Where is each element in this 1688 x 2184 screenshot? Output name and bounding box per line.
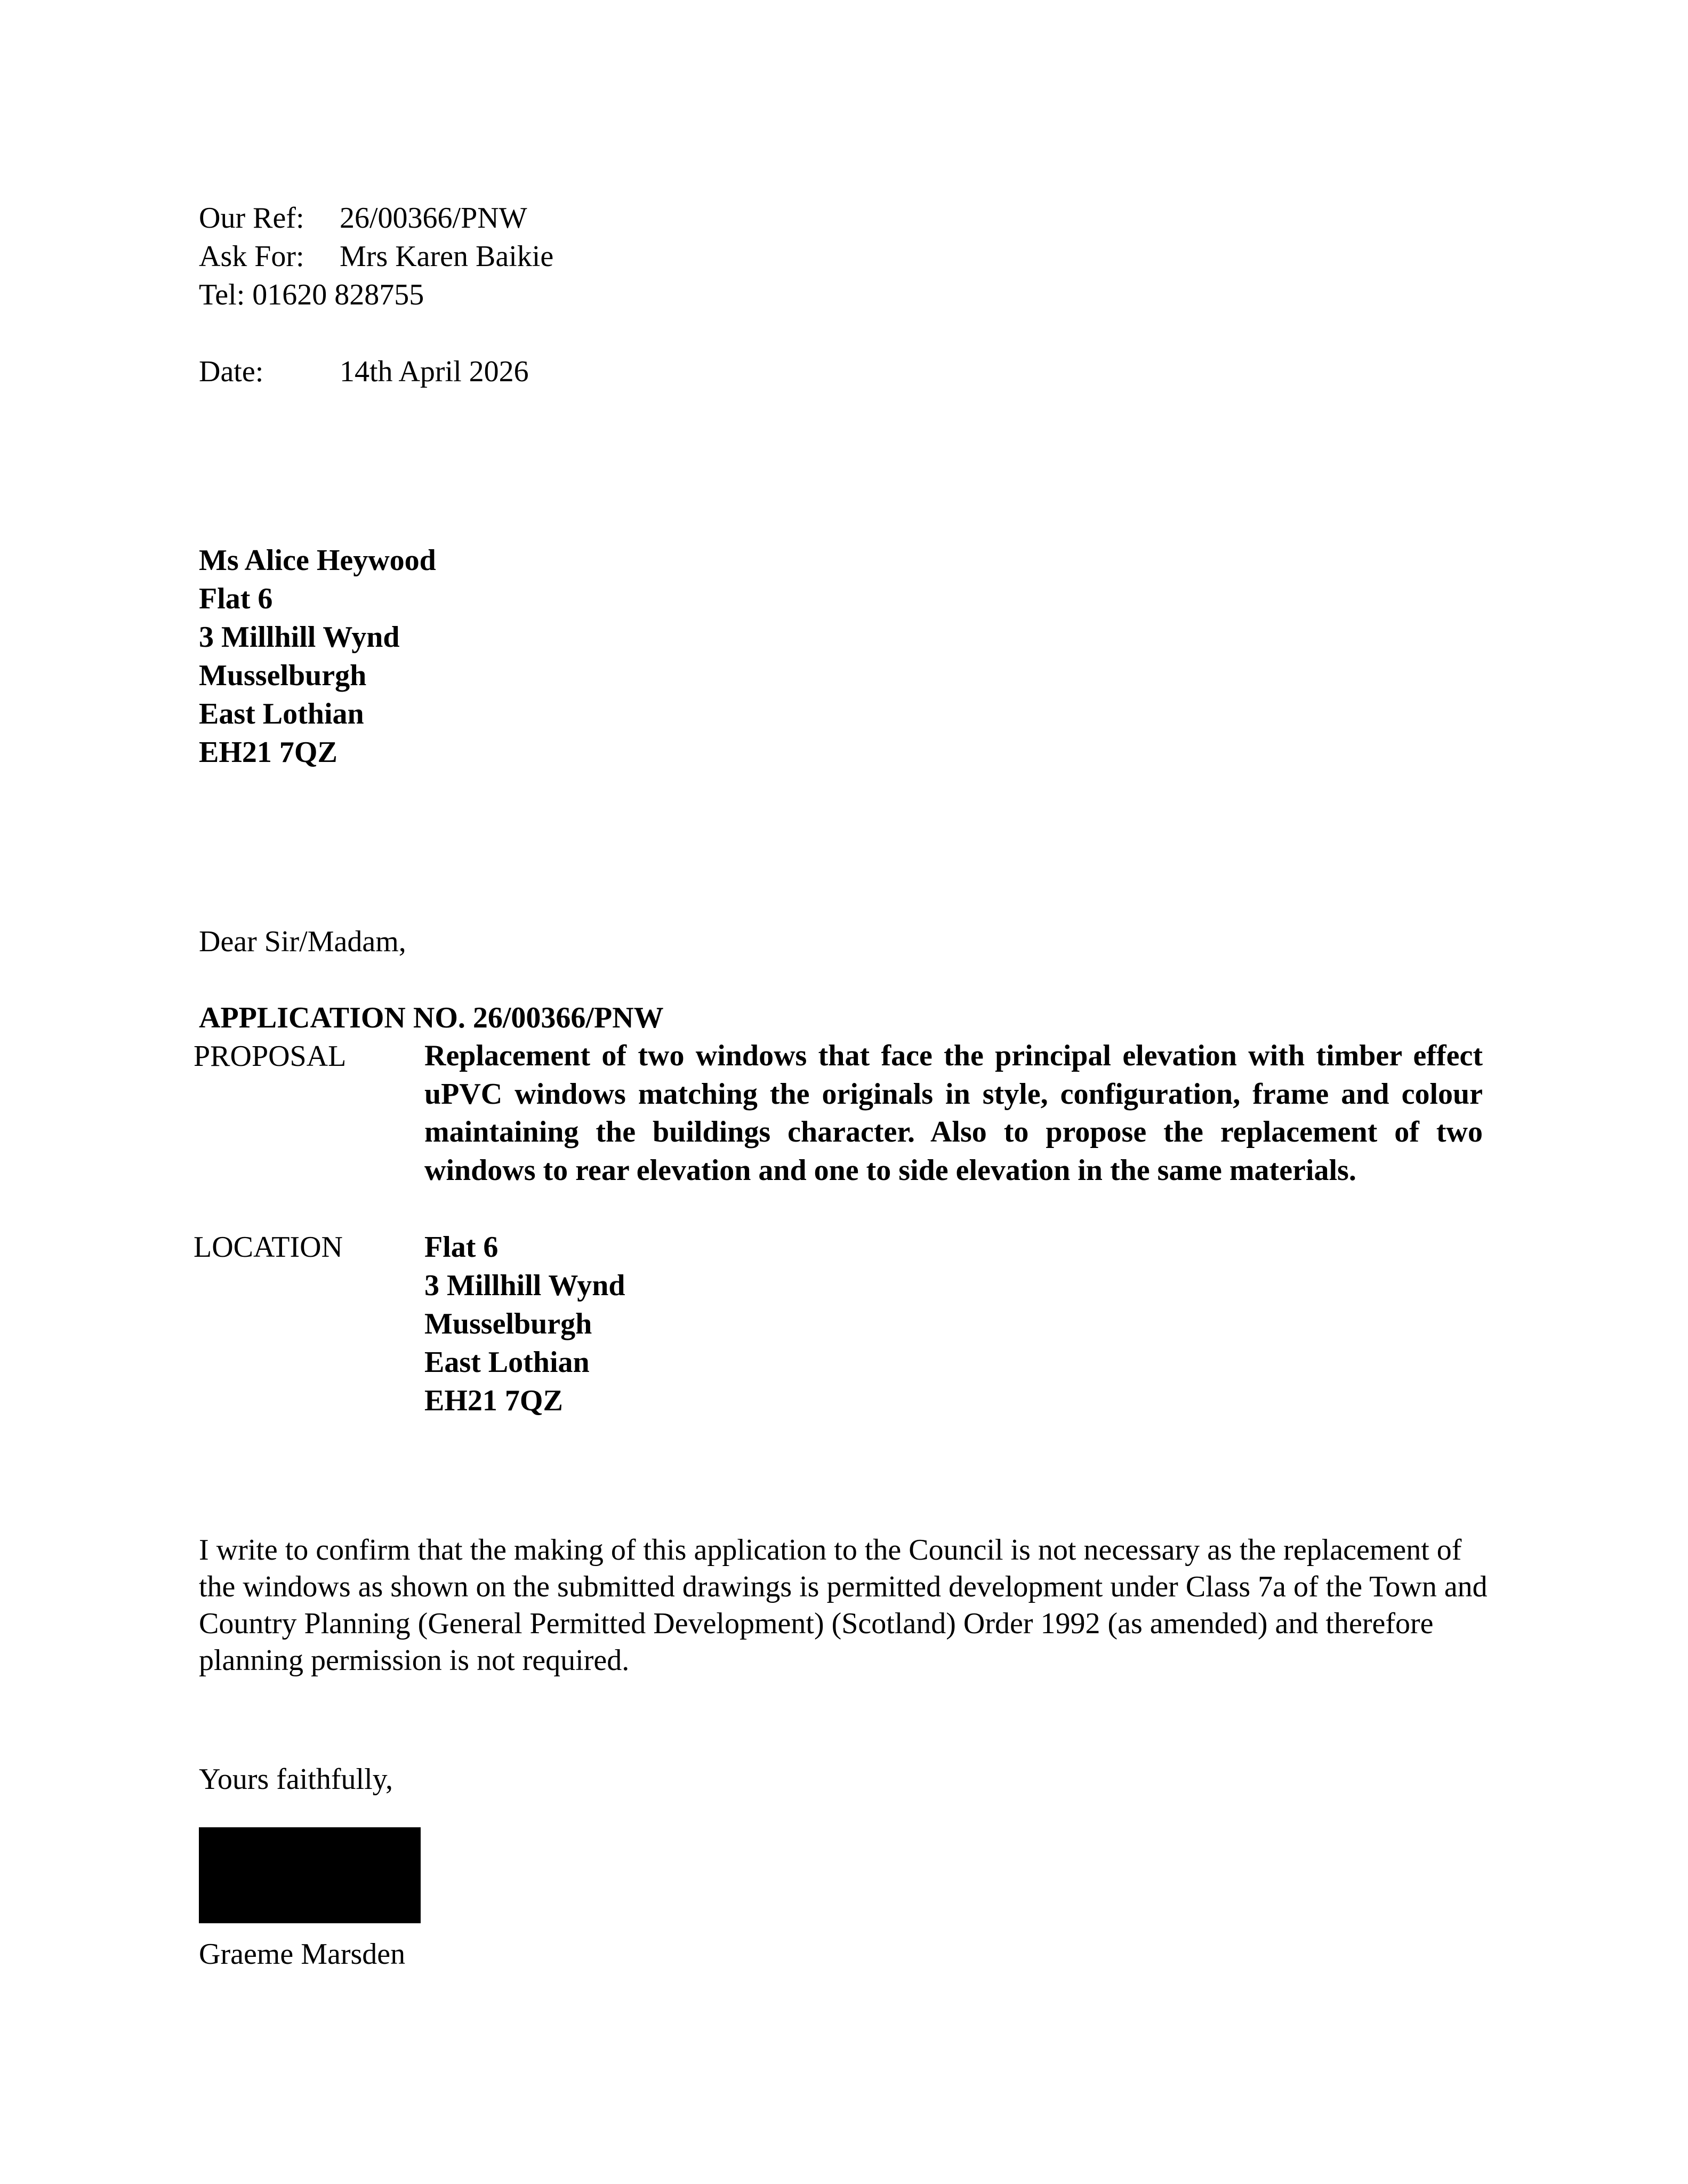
recipient-address-line: 3 Millhill Wynd (199, 621, 400, 654)
proposal-text: Replacement of two windows that face the principal elevation with timber effect uPVC windows matching the originals in style, configuration, frame and colour maintaining the buildings character. Also to propose the replacement of two windows to rear elevation and one to side elevation in the same materials. (424, 1039, 1483, 1187)
recipient-postcode: EH21 7QZ (199, 736, 337, 769)
closing: Yours faithfully, (199, 1763, 393, 1796)
date-label: Date: (199, 355, 264, 388)
ask-for-value: Mrs Karen Baikie (340, 240, 554, 273)
location-address-line: Flat 6 (424, 1231, 499, 1264)
date-row (199, 352, 945, 391)
our-ref-row (199, 199, 945, 237)
location-label: LOCATION (194, 1231, 343, 1264)
location-address-line: Musselburgh (424, 1307, 592, 1340)
salutation: Dear Sir/Madam, (199, 925, 406, 958)
signatory-name: Graeme Marsden (199, 1938, 406, 1971)
ask-for-label: Ask For: (199, 240, 304, 273)
recipient-address-line: Musselburgh (199, 659, 367, 692)
our-ref-label: Our Ref: (199, 202, 304, 235)
proposal-label: PROPOSAL (194, 1040, 347, 1073)
recipient-address-line: Flat 6 (199, 582, 273, 615)
location-address (424, 1228, 625, 1420)
telephone: Tel: 01620 828755 (199, 278, 424, 311)
recipient-address-line: East Lothian (199, 697, 364, 730)
reference-block (199, 199, 945, 391)
ask-for-row (199, 237, 945, 276)
recipient-name: Ms Alice Heywood (199, 544, 436, 577)
location-address-line: East Lothian (424, 1346, 590, 1379)
location-postcode: EH21 7QZ (424, 1384, 563, 1417)
our-ref-value: 26/00366/PNW (340, 202, 527, 235)
location-address-line: 3 Millhill Wynd (424, 1269, 625, 1302)
application-heading: APPLICATION NO. 26/00366/PNW (199, 1001, 664, 1034)
date-value: 14th April 2026 (340, 355, 529, 388)
recipient-address (199, 541, 436, 772)
body-paragraph: I write to confirm that the making of this application to the Council is not necessary as the replacement of the windows as shown on the submitted drawings is permitted development under Class 7a of the Town and Country Planning (General Permitted Development) (Scotland) Order 1992 (as amended) and therefore planning permission is not required. (199, 1533, 1488, 1677)
redacted-signature (199, 1827, 421, 1923)
